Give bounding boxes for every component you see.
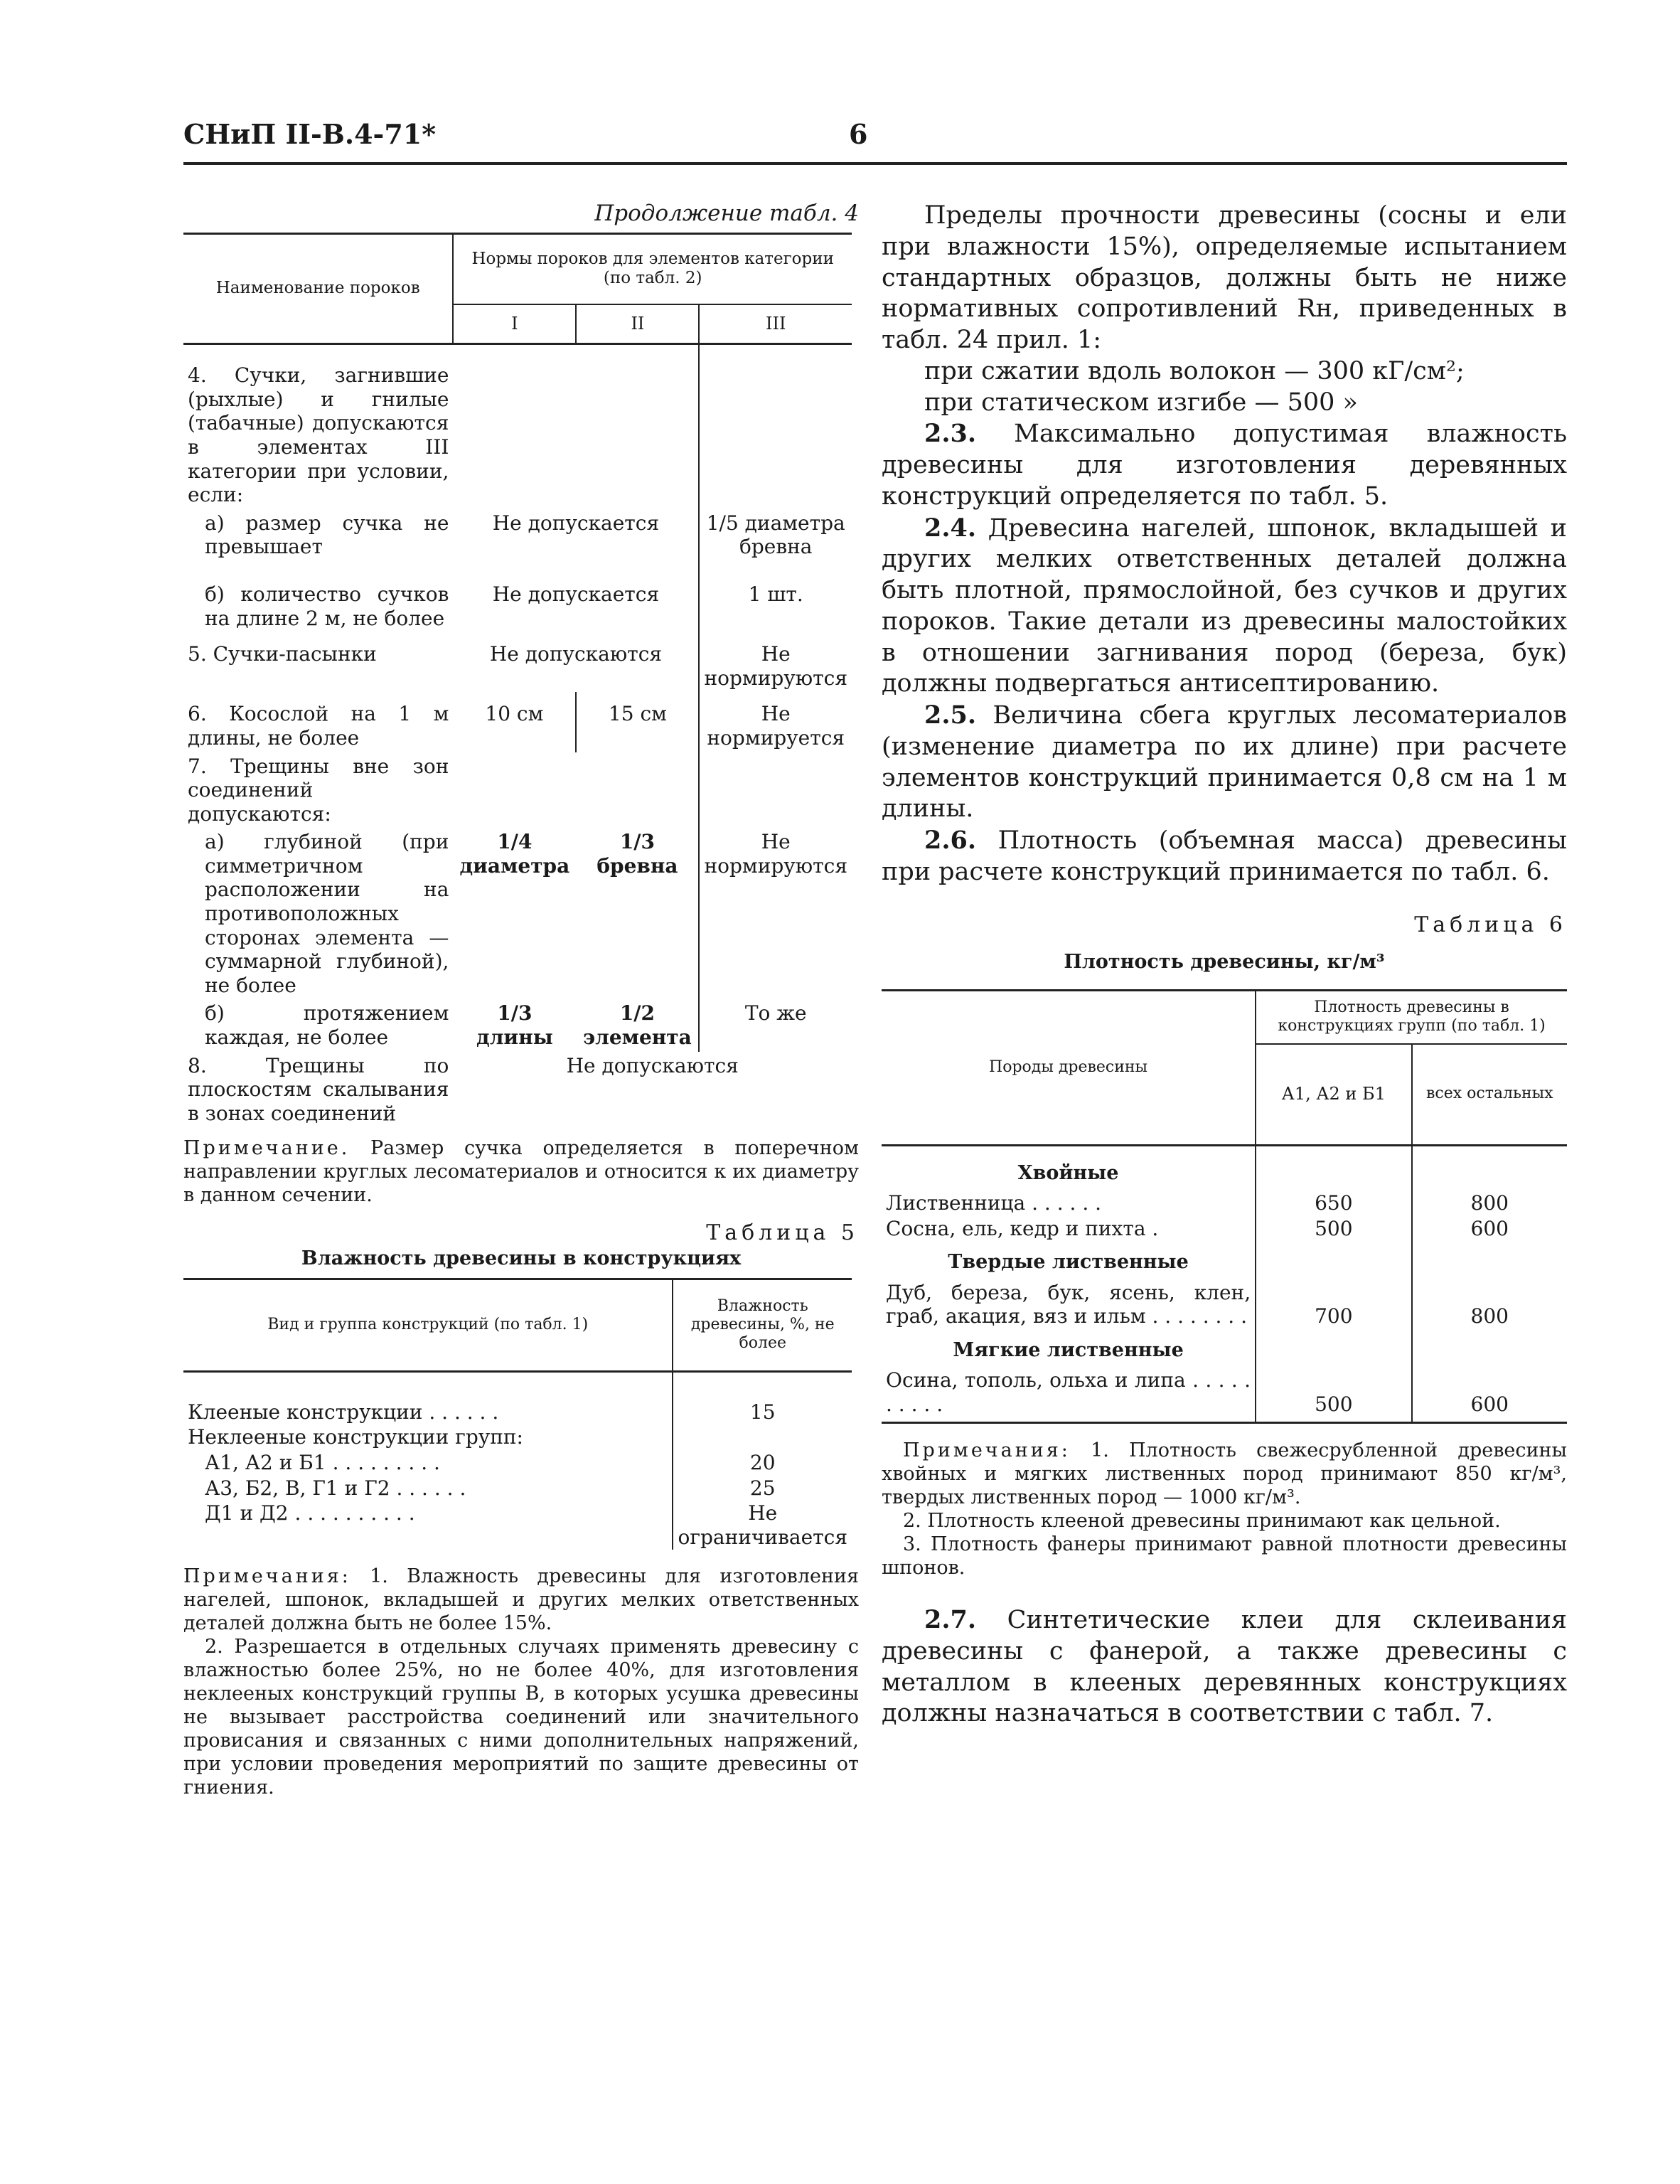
table-row — [183, 1501, 852, 1550]
table-row — [183, 999, 852, 1051]
table6-group-title: Мягкие лиственные — [953, 1338, 1184, 1361]
table5-col2: Влажность древесины, %, не более — [673, 1279, 852, 1371]
table-row — [882, 1190, 1567, 1216]
table4-continuation: Продолжение табл. 4 — [594, 201, 859, 226]
table5-label: Таблица 5 — [706, 1220, 859, 1246]
right-column — [882, 201, 1567, 1730]
table5-row-name: Неклееные конструкции групп: — [188, 1425, 523, 1449]
table6-row-name: Сосна, ель, кедр и пихта . — [886, 1216, 1159, 1240]
formula-bending: при статическом изгибе — 500 » — [924, 388, 1358, 417]
table6-col2: А1, А2 и Б1 — [1256, 1044, 1411, 1146]
table4-cat-3: III — [699, 304, 852, 344]
table4-row-value: 1/4 диаметра — [459, 830, 570, 878]
table5-row-name: Д1 и Д2 . . . . . . . . . . — [205, 1501, 415, 1525]
paragraph-2-7: 2.7. Синтетические клеи для склеивания древесины с фанерой, а также древесины с металлом в клееных деревянных конструкциях должны назначаться в соответствии с табл. 7. — [882, 1605, 1567, 1728]
page-number: 6 — [849, 118, 868, 150]
table5-note-1: Примечания: 1. Влажность древесины для изготовления нагелей, шпонок, вкладышей и других мелких ответственных деталей должна быть не более 15%. — [183, 1565, 859, 1635]
table4-row-value: Не допускается — [492, 511, 660, 535]
table5-row-value — [673, 1424, 852, 1450]
formula-compression: при сжатии вдоль волокон — 300 кГ/см²; — [924, 356, 1465, 385]
table6-note-1: Примечания: 1. Плотность свежесрубленной древесины хвойных и мягких лиственных пород принимают 850 кг/м³, твердых лиственных пород — 1000 кг/м³. — [882, 1439, 1567, 1509]
table4-row-value: Не нормируются — [699, 828, 852, 999]
table5-col1: Вид и группа конструкций (по табл. 1) — [183, 1279, 673, 1371]
table6-col-group: Плотность древесины в конструкциях групп (по табл. 1) — [1256, 990, 1567, 1043]
paragraph-2-6: 2.6. Плотность (объемная масса) древесины при расчете конструкций принимается по табл. 6. — [882, 826, 1567, 886]
table6-row-name: Лиственница . . . . . . — [886, 1191, 1102, 1215]
table4-row-value: 1/5 диаметра бревна — [699, 509, 852, 561]
table6-row-name: Осина, тополь, ольха и липа . . . . . . . . . . — [882, 1368, 1256, 1423]
table-row — [183, 828, 852, 999]
table4-row-name: а) глубиной (при симметричном расположении на противоположных сторонах элемента — суммарной глубиной), не более — [205, 830, 449, 997]
table-row — [183, 561, 852, 632]
table5 — [183, 1278, 852, 1550]
table4-note: Примечание. Размер сучка определяется в поперечном направлении круглых лесоматериалов и относится к их диаметру в данном сечении. — [183, 1137, 859, 1207]
paragraph-2-5: 2.5. Величина сбега круглых лесоматериалов (изменение диаметра по их длине) при расчете элементов конструкций принимается 0,8 см на 1 м длины. — [882, 701, 1567, 824]
table6-row-value: 800 — [1412, 1190, 1567, 1216]
table6-row-value: 600 — [1412, 1368, 1567, 1423]
table4 — [183, 233, 852, 1127]
table4-row-value: Не нормируется — [699, 692, 852, 752]
table5-row-name: А3, Б2, В, Г1 и Г2 . . . . . . — [205, 1476, 466, 1500]
paragraph-strength: Пределы прочности древесины (сосны и ели при влажности 15%), определяемые испытанием стандартных образцов, должны быть не ниже нормативных сопротивлений Rн, приведенных в табл. 24 прил. 1: — [882, 201, 1567, 354]
table4-row-name: 7. Трещины вне зон соединений допускаются: — [188, 754, 449, 826]
table4-row-value: То же — [699, 999, 852, 1051]
table4-cat-2: II — [576, 304, 699, 344]
table6-note-3: 3. Плотность фанеры принимают равной плотности древесины шпонов. — [882, 1533, 1567, 1580]
table4-row-value: 15 см — [576, 692, 699, 752]
table6-group-title: Твердые лиственные — [948, 1251, 1189, 1274]
table-row — [882, 1280, 1567, 1329]
table6-row-value: 600 — [1412, 1216, 1567, 1242]
table4-row-value: 1/3 бревна — [596, 830, 678, 878]
table6-title: Плотность древесины, кг/м³ — [1064, 950, 1385, 973]
table-row — [882, 1216, 1567, 1242]
table4-row-value: Не допускаются — [566, 1053, 739, 1077]
left-column — [183, 201, 859, 1800]
table6-row-value: 700 — [1256, 1280, 1411, 1329]
table4-row-name: 6. Косослой на 1 м длины, не более — [188, 702, 449, 750]
table-row — [183, 1450, 852, 1476]
table5-row-name: А1, А2 и Б1 . . . . . . . . . — [205, 1450, 440, 1474]
table4-col-name: Наименование пороков — [183, 234, 453, 344]
document-code: СНиП II-В.4-71* — [183, 118, 437, 150]
table-row — [183, 1052, 852, 1128]
table5-title: Влажность древесины в конструкциях — [301, 1247, 742, 1270]
table4-col-norms: Нормы пороков для элементов категории (по табл. 2) — [453, 234, 852, 304]
table5-note-2: 2. Разрешается в отдельных случаях применять древесину с влажностью более 25%, но не более 40%, для изготовления неклееных конструкций группы В, в которых усушка древесины не вызывает расстройства соединений или значительного провисания и связанных с ними дополнительных напряжений, при условии проведения мероприятий по защите древесины от гниения. — [183, 1636, 859, 1799]
table6-label: Таблица 6 — [1414, 912, 1567, 937]
table4-row-name: 8. Трещины по плоскостям скалывания в зонах соединений — [188, 1053, 449, 1125]
table5-row-value: Не ограничивается — [673, 1501, 852, 1550]
table4-row-value: 1 шт. — [699, 561, 852, 632]
table-row — [183, 692, 852, 752]
table4-row-value: 10 см — [485, 702, 544, 726]
table4-row-name: б) количество сучков на длине 2 м, не более — [205, 582, 449, 630]
table6-note-2: 2. Плотность клееной древесины принимают как цельной. — [903, 1510, 1501, 1533]
paragraph-2-4: 2.4. Древесина нагелей, шпонок, вкладышей и других мелких ответственных деталей должна быть плотной, прямослойной, без сучков и других пороков. Такие детали из древесины малостойких в отношении загнивания пород (береза, бук) должны подвергаться антисептированию. — [882, 513, 1567, 698]
table4-row-value: Не допускается — [492, 582, 660, 606]
table6-row-value: 500 — [1256, 1216, 1411, 1242]
table4-row-value: Не нормируются — [699, 632, 852, 692]
paragraph-2-3: 2.3. Максимально допустимая влажность древесины для изготовления деревянных конструкций определяется по табл. 5. — [882, 419, 1567, 511]
table6-row-name: Дуб, береза, бук, ясень, клен, граб, акация, вяз и ильм . . . . . . . . — [886, 1280, 1251, 1328]
table4-row-name: б) протяжением каждая, не более — [205, 1001, 449, 1050]
table4-row-name: 5. Сучки-пасынки — [188, 642, 377, 666]
table6-col3: всех остальных — [1412, 1044, 1567, 1146]
table-row — [183, 632, 852, 692]
table6-col1: Породы древесины — [882, 990, 1256, 1145]
table5-row-value: 25 — [673, 1476, 852, 1501]
table4-row-value: 1/3 длины — [476, 1001, 553, 1050]
header-rule — [183, 162, 1567, 165]
table-row — [183, 344, 852, 509]
table4-row-name: а) размер сучка не превышает — [205, 511, 449, 559]
table-row — [882, 1368, 1567, 1423]
table4-row-value: 1/2 элемента — [583, 1001, 692, 1050]
table-row — [183, 1400, 852, 1425]
table5-row-value: 15 — [673, 1400, 852, 1425]
table-row — [183, 1476, 852, 1501]
table4-row-name: 4. Сучки, загнившие (рыхлые) и гнилые (табачные) допускаются в элементах III категории при условии, если: — [188, 363, 449, 507]
table-row — [183, 752, 852, 829]
table5-row-name: Клееные конструкции . . . . . . — [188, 1400, 499, 1424]
table4-cat-1: I — [453, 304, 576, 344]
table-row — [183, 509, 852, 561]
table-row — [183, 1424, 852, 1450]
table6-row-value: 800 — [1412, 1280, 1567, 1329]
table6 — [882, 989, 1567, 1424]
table6-group-title: Хвойные — [1017, 1161, 1119, 1184]
table6-row-value: 500 — [1256, 1368, 1411, 1423]
table4-row-value: Не допускаются — [489, 642, 663, 666]
table5-row-value: 20 — [673, 1450, 852, 1476]
table6-row-value: 650 — [1256, 1190, 1411, 1216]
